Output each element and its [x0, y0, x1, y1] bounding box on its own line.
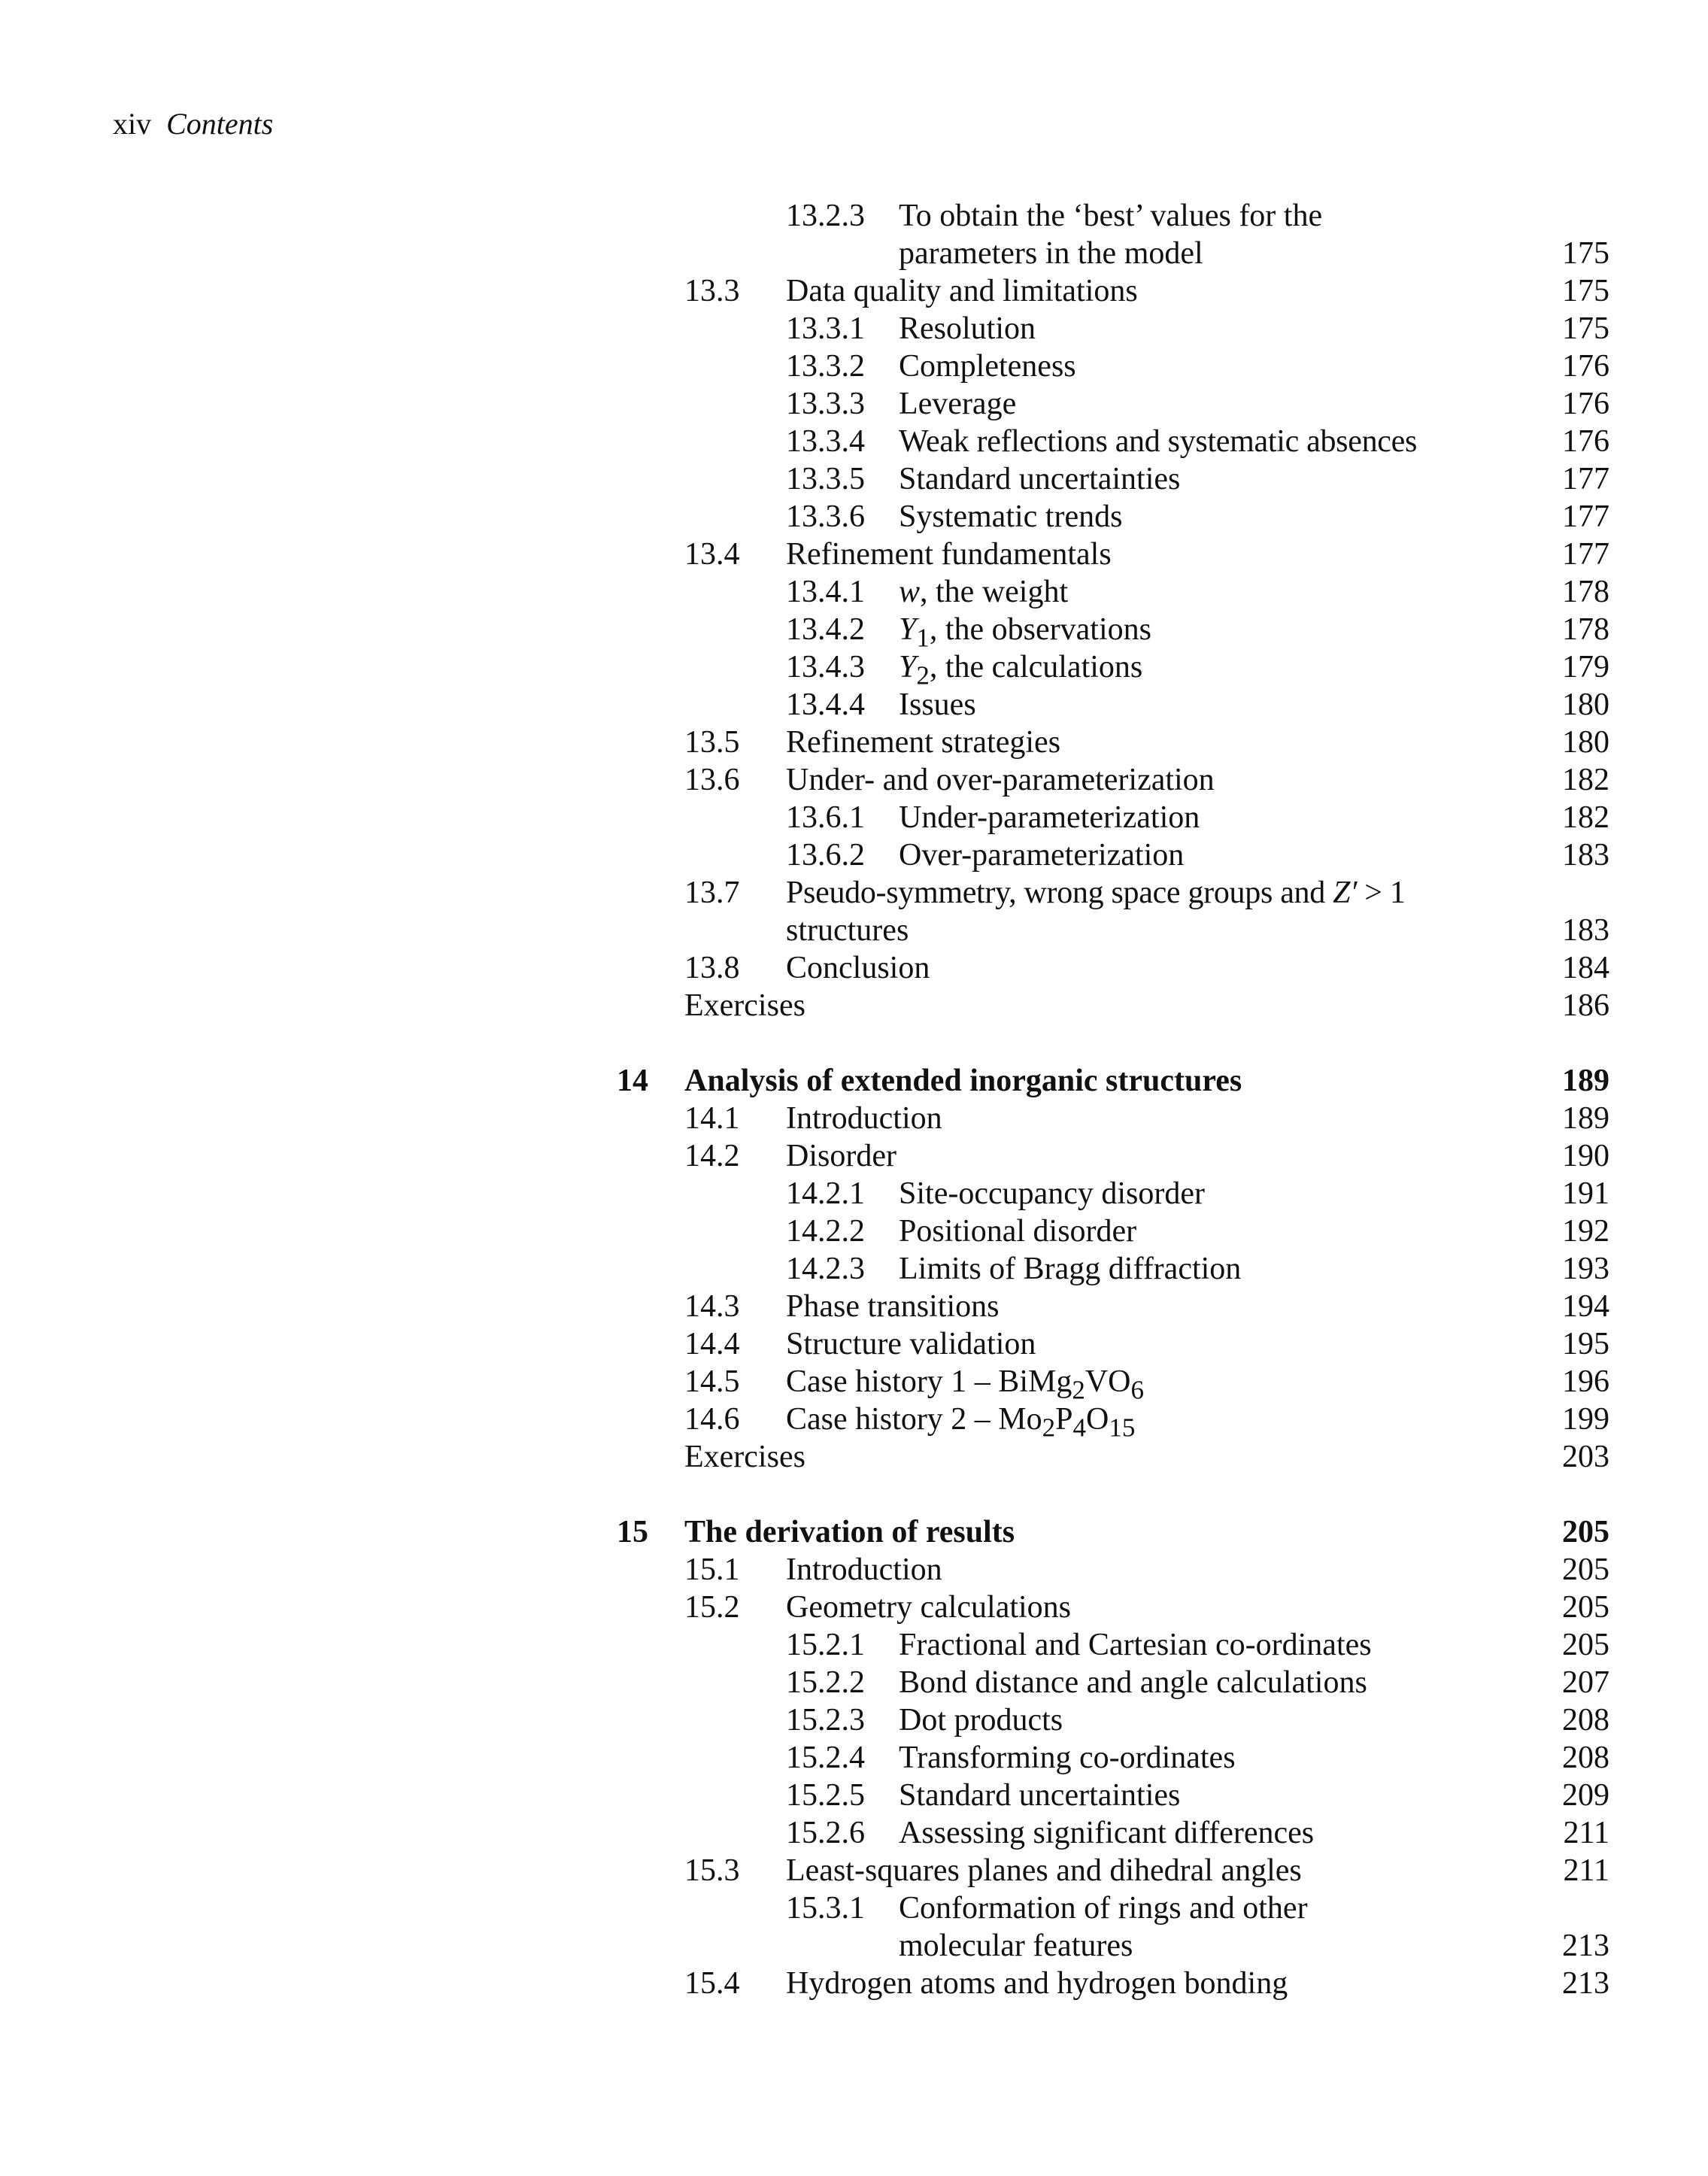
- toc-entry[interactable]: [617, 310, 1609, 347]
- chapter-page: 189: [1562, 1064, 1609, 1098]
- entry-title: Standard uncertainties: [899, 1778, 1181, 1813]
- entry-number: 14.3: [684, 1289, 740, 1324]
- entry-number: 13.4.3: [786, 650, 865, 684]
- entry-title: Exercises: [684, 1440, 805, 1474]
- entry-number: 15.2.5: [786, 1778, 865, 1813]
- entry-number: 13.3.6: [786, 499, 865, 534]
- entry-page: 199: [1562, 1402, 1609, 1437]
- entry-page: 190: [1562, 1139, 1609, 1173]
- toc-entry[interactable]: [617, 799, 1609, 836]
- entry-title: Resolution: [899, 311, 1036, 346]
- toc-entry[interactable]: [617, 1401, 1609, 1443]
- entry-title: Hydrogen atoms and hydrogen bonding: [786, 1966, 1288, 2001]
- entry-page: 194: [1562, 1289, 1609, 1324]
- entry-title: Site-occupancy disorder: [899, 1176, 1206, 1211]
- entry-page: 205: [1562, 1628, 1609, 1662]
- toc-entry[interactable]: [617, 460, 1609, 498]
- entry-number: 13.6: [684, 763, 740, 797]
- entry-number: 15.1: [684, 1552, 740, 1587]
- entry-number: 15.3: [684, 1853, 740, 1888]
- toc-entry[interactable]: [617, 347, 1609, 385]
- toc-entry[interactable]: [617, 1250, 1609, 1288]
- entry-page: 183: [1562, 838, 1609, 873]
- entry-title: Introduction: [786, 1101, 942, 1136]
- chapter-number: 15: [617, 1515, 648, 1549]
- toc-entry[interactable]: [617, 498, 1609, 536]
- toc-entry[interactable]: [617, 761, 1609, 799]
- chapter-title: Analysis of extended inorganic structures: [684, 1064, 1242, 1098]
- entry-number: 13.3.2: [786, 349, 865, 384]
- entry-page: 196: [1562, 1364, 1609, 1399]
- toc-entry[interactable]: [617, 197, 1609, 235]
- entry-number: 13.6.2: [786, 838, 865, 873]
- entry-number: 14.2.2: [786, 1214, 865, 1249]
- entry-number: 13.2.3: [786, 199, 865, 233]
- toc-entry[interactable]: [617, 1137, 1609, 1175]
- entry-page: 192: [1562, 1214, 1609, 1249]
- entry-number: 13.8: [684, 951, 740, 985]
- entry-title: Case history $2 - Mo_2P_4O_{15}$: [786, 1402, 1136, 1443]
- toc-entry[interactable]: [617, 648, 1609, 690]
- math-variable: Y: [899, 612, 917, 647]
- toc-entry[interactable]: [617, 1739, 1609, 1777]
- entry-number: 14.2.1: [786, 1176, 865, 1211]
- toc-entry[interactable]: [617, 573, 1609, 611]
- chapter-number: 14: [617, 1064, 648, 1098]
- math-variable: Y: [899, 650, 917, 684]
- entry-number: 15.2.3: [786, 1703, 865, 1737]
- entry-title: w, the weight: [899, 575, 1069, 609]
- entry-number: 15.2.2: [786, 1665, 865, 1700]
- entry-number: 13.5: [684, 725, 740, 760]
- entry-page: 189: [1562, 1101, 1609, 1136]
- entry-number: 13.4.1: [786, 575, 865, 609]
- entry-page: 207: [1562, 1665, 1609, 1700]
- entry-number: 14.6: [684, 1402, 740, 1437]
- entry-page: 176: [1562, 387, 1609, 421]
- entry-number: 13.3: [684, 274, 740, 308]
- entry-title: Data quality and limitations: [786, 274, 1138, 308]
- entry-number: 13.4.4: [786, 687, 865, 722]
- entry-page: 175: [1562, 274, 1609, 308]
- running-head: [113, 105, 273, 143]
- entry-page: 177: [1562, 499, 1609, 534]
- toc-entry[interactable]: [617, 1852, 1609, 1889]
- entry-page: 208: [1562, 1740, 1609, 1775]
- toc-entry-continuation[interactable]: [617, 912, 1609, 949]
- entry-number: 13.3.1: [786, 311, 865, 346]
- entry-title: Bond distance and angle calculations: [899, 1665, 1367, 1700]
- entry-page: 211: [1563, 1853, 1609, 1888]
- entry-page: 178: [1562, 575, 1609, 609]
- entry-page: 177: [1562, 537, 1609, 572]
- toc-entry[interactable]: [617, 1363, 1609, 1405]
- entry-title: Transforming co-ordinates: [899, 1740, 1236, 1775]
- toc-entry[interactable]: [617, 1701, 1609, 1739]
- entry-title: Over-parameterization: [899, 838, 1185, 873]
- entry-title: To obtain the ‘best’ values for the: [899, 199, 1323, 233]
- entry-title: Under-parameterization: [899, 800, 1200, 835]
- entry-page: 209: [1562, 1778, 1609, 1813]
- entry-title: Conformation of rings and other: [899, 1891, 1308, 1926]
- entry-number: 14.4: [684, 1327, 740, 1361]
- entry-page: 178: [1562, 612, 1609, 647]
- toc-entry[interactable]: [617, 724, 1609, 761]
- entry-title: Dot products: [899, 1703, 1063, 1737]
- chapter-gap: [617, 1476, 1609, 1513]
- entry-page: 176: [1562, 424, 1609, 459]
- toc-entry[interactable]: [617, 423, 1609, 460]
- entry-number: 15.3.1: [786, 1891, 865, 1926]
- entry-number: 13.6.1: [786, 800, 865, 835]
- entry-title: Case history $1 - BiMg_2VO_6$: [786, 1364, 1145, 1405]
- chapter-page: 205: [1562, 1515, 1609, 1549]
- entry-page: 193: [1562, 1252, 1609, 1286]
- toc-entry[interactable]: [617, 1777, 1609, 1814]
- running-head-section: Contents: [166, 107, 274, 141]
- entry-number: 15.2.4: [786, 1740, 865, 1775]
- entry-page: 176: [1562, 349, 1609, 384]
- entry-number: 13.7: [684, 876, 740, 910]
- toc-entry[interactable]: [617, 1889, 1609, 1927]
- entry-page: 180: [1562, 725, 1609, 760]
- toc-entry[interactable]: [617, 1325, 1609, 1363]
- entry-number: 15.4: [684, 1966, 740, 2001]
- toc-entry[interactable]: [617, 836, 1609, 874]
- chapter-title: The derivation of results: [684, 1515, 1015, 1549]
- toc-entry[interactable]: [617, 686, 1609, 724]
- entry-page: 179: [1562, 650, 1609, 684]
- entry-title: parameters in the model: [899, 236, 1203, 271]
- entry-number: 14.2.3: [786, 1252, 865, 1286]
- entry-page: 195: [1562, 1327, 1609, 1361]
- toc-entry-exercises[interactable]: [617, 987, 1609, 1024]
- entry-page: 191: [1562, 1176, 1609, 1211]
- toc-chapter[interactable]: [617, 1513, 1609, 1551]
- toc-entry[interactable]: [617, 1212, 1609, 1250]
- entry-page: 182: [1562, 800, 1609, 835]
- entry-title: $Y_2$, the calculations: [899, 650, 1143, 690]
- toc-entry-continuation[interactable]: [617, 235, 1609, 272]
- entry-title: Positional disorder: [899, 1214, 1137, 1249]
- entry-title: Refinement fundamentals: [786, 537, 1112, 572]
- toc-entry[interactable]: [617, 536, 1609, 573]
- entry-number: 15.2.6: [786, 1816, 865, 1850]
- entry-title: $Y_1$, the observations: [899, 612, 1151, 653]
- entry-title: Under- and over-parameterization: [786, 763, 1215, 797]
- toc-entry[interactable]: [617, 1551, 1609, 1589]
- entry-page: 177: [1562, 462, 1609, 496]
- entry-title: Fractional and Cartesian co-ordinates: [899, 1628, 1372, 1662]
- toc-entry[interactable]: [617, 385, 1609, 423]
- toc-entry[interactable]: [617, 272, 1609, 310]
- entry-title: Phase transitions: [786, 1289, 1000, 1324]
- entry-title: Issues: [899, 687, 976, 722]
- entry-number: 14.1: [684, 1101, 740, 1136]
- entry-title: Refinement strategies: [786, 725, 1061, 760]
- entry-title: Exercises: [684, 988, 805, 1023]
- toc-entry[interactable]: [617, 1664, 1609, 1701]
- entry-number: 14.2: [684, 1139, 740, 1173]
- entry-number: 13.4: [684, 537, 740, 572]
- entry-number: 15.2: [684, 1590, 740, 1625]
- toc-entry[interactable]: [617, 1965, 1609, 2002]
- entry-number: 13.3.3: [786, 387, 865, 421]
- toc-entry[interactable]: [617, 949, 1609, 987]
- chapter-gap: [617, 1024, 1609, 1062]
- entry-page: 208: [1562, 1703, 1609, 1737]
- entry-page: 175: [1562, 311, 1609, 346]
- entry-title: structures: [786, 913, 909, 948]
- entry-title: Leverage: [899, 387, 1017, 421]
- toc-entry[interactable]: [617, 1288, 1609, 1325]
- entry-title: Pseudo-symmetry, wrong space groups and Z′ > 1: [786, 876, 1406, 910]
- entry-number: 13.3.4: [786, 424, 865, 459]
- entry-title: molecular features: [899, 1929, 1133, 1963]
- entry-title: Introduction: [786, 1552, 942, 1587]
- entry-page: 182: [1562, 763, 1609, 797]
- toc-entry[interactable]: [617, 611, 1609, 653]
- entry-page: 183: [1562, 913, 1609, 948]
- entry-number: 13.3.5: [786, 462, 865, 496]
- toc-entry[interactable]: [617, 1814, 1609, 1852]
- entry-title: Limits of Bragg diffraction: [899, 1252, 1242, 1286]
- toc-entry[interactable]: [617, 1589, 1609, 1626]
- entry-page: 205: [1562, 1590, 1609, 1625]
- entry-page: 186: [1562, 988, 1609, 1023]
- toc-entry[interactable]: [617, 1100, 1609, 1137]
- entry-page: 211: [1563, 1816, 1609, 1850]
- entry-title: Standard uncertainties: [899, 462, 1181, 496]
- toc-entry[interactable]: [617, 874, 1609, 912]
- entry-title: Disorder: [786, 1139, 896, 1173]
- entry-number: 13.4.2: [786, 612, 865, 647]
- entry-page: 213: [1562, 1966, 1609, 2001]
- table-of-contents: [617, 197, 1609, 2002]
- toc-entry[interactable]: [617, 1175, 1609, 1212]
- entry-page: 205: [1562, 1552, 1609, 1587]
- toc-entry-continuation[interactable]: [617, 1927, 1609, 1965]
- entry-page: 175: [1562, 236, 1609, 271]
- math-variable: Z′: [1333, 876, 1358, 910]
- toc-entry[interactable]: [617, 1626, 1609, 1664]
- toc-chapter[interactable]: [617, 1062, 1609, 1100]
- entry-title: Weak reflections and systematic absences: [899, 424, 1417, 459]
- entry-title: Systematic trends: [899, 499, 1123, 534]
- entry-title: Conclusion: [786, 951, 930, 985]
- entry-page: 203: [1562, 1440, 1609, 1474]
- page-number: xiv: [113, 107, 152, 141]
- entry-title: Assessing significant differences: [899, 1816, 1315, 1850]
- entry-number: 14.5: [684, 1364, 740, 1399]
- entry-page: 180: [1562, 687, 1609, 722]
- entry-title: Completeness: [899, 349, 1076, 384]
- entry-title: Least-squares planes and dihedral angles: [786, 1853, 1302, 1888]
- entry-title: Geometry calculations: [786, 1590, 1072, 1625]
- entry-page: 184: [1562, 951, 1609, 985]
- math-variable: w: [899, 575, 921, 609]
- entry-page: 213: [1562, 1929, 1609, 1963]
- toc-entry-exercises[interactable]: [617, 1438, 1609, 1476]
- entry-title: Structure validation: [786, 1327, 1036, 1361]
- entry-number: 15.2.1: [786, 1628, 865, 1662]
